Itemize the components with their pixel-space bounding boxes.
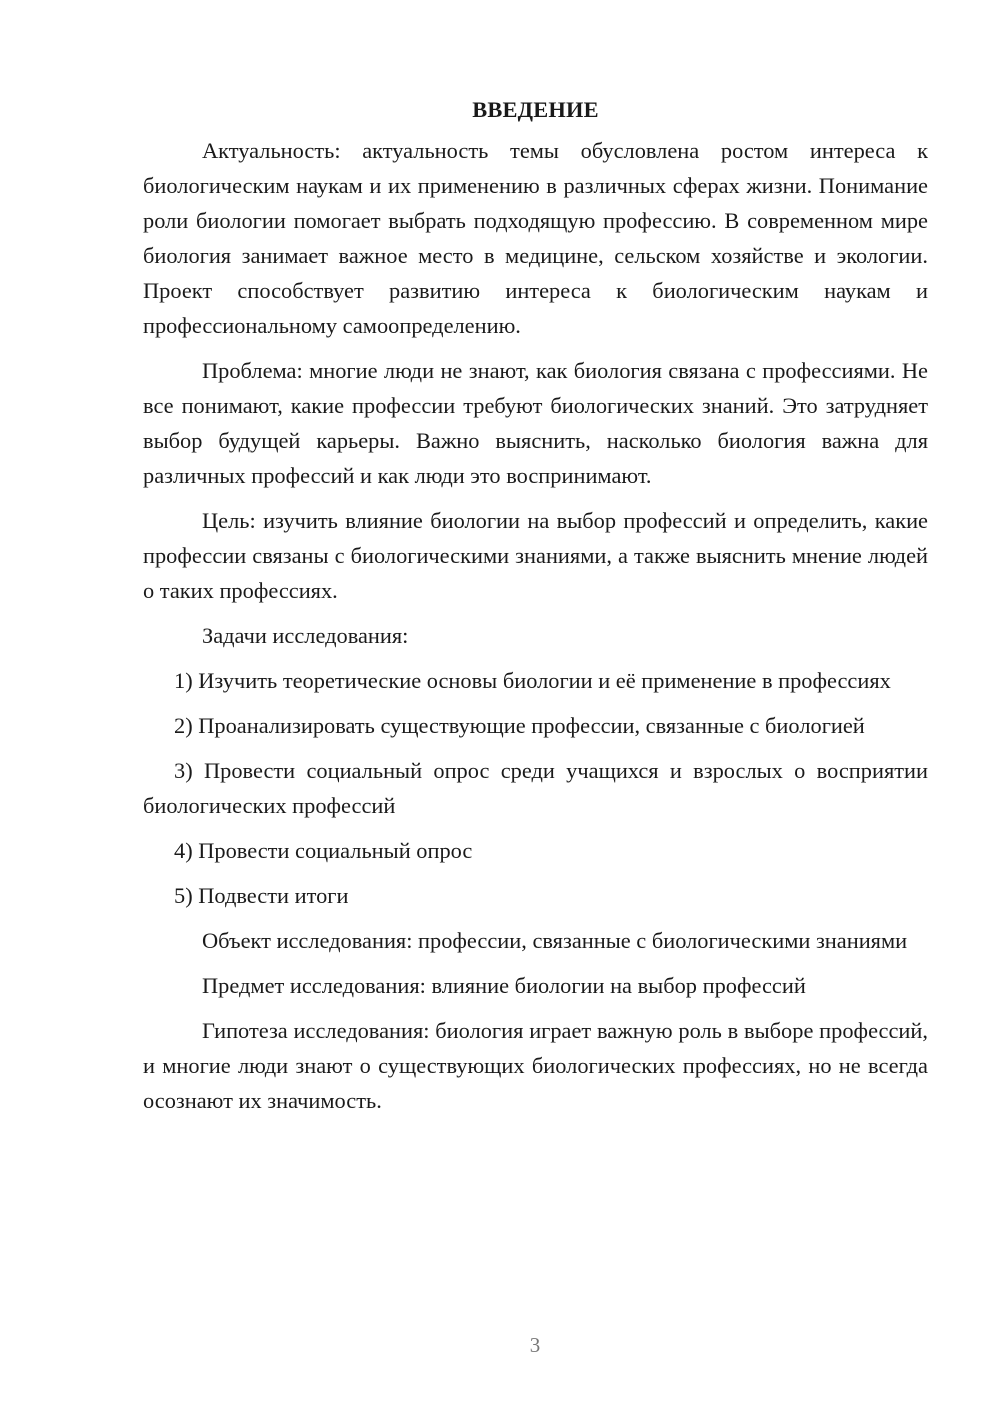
task-item-1: 1) Изучить теоретические основы биологии и её применение в профессиях <box>174 668 891 693</box>
object-paragraph: Объект исследования: профессии, связанные с биологическими знаниями <box>202 928 908 953</box>
problem-paragraph: Проблема: многие люди не знают, как биология связана с профессиями. Не все понимают, какие профессии требуют биологических знаний. Это затрудняет выбор будущей карьеры. Важно выяснить, насколько биология важна для различных профессий и как люди это воспринимают. <box>143 358 928 488</box>
goal-paragraph: Цель: изучить влияние биологии на выбор профессий и определить, какие профессии связаны с биологическими знаниями, а также выяснить мнение людей о таких профессиях. <box>143 508 928 603</box>
hypothesis-paragraph: Гипотеза исследования: биология играет важную роль в выборе профессий, и многие люди знают о существующих биологических профессиях, но не всегда осознают их значимость. <box>143 1018 928 1113</box>
task-item-5: 5) Подвести итоги <box>174 883 349 908</box>
task-item-2: 2) Проанализировать существующие профессии, связанные с биологией <box>174 713 865 738</box>
subject-paragraph: Предмет исследования: влияние биологии на выбор профессий <box>202 973 806 998</box>
relevance-paragraph: Актуальность: актуальность темы обусловлена ростом интереса к биологическим наукам и их применению в различных сферах жизни. Понимание роли биологии помогает выбрать подходящую профессию. В современном мире биология занимает важное место в медицине, сельском хозяйстве и экологии. Проект способствует развитию интереса к биологическим наукам и профессиональному самоопределению. <box>143 138 928 338</box>
page-number: 3 <box>529 1333 541 1357</box>
page-content <box>143 92 928 1118</box>
task-item-3: 3) Провести социальный опрос среди учащихся и взрослых о восприятии биологических профессий <box>143 758 928 818</box>
page-title: ВВЕДЕНИЕ <box>472 97 599 122</box>
task-item-4: 4) Провести социальный опрос <box>174 838 473 863</box>
tasks-heading: Задачи исследования: <box>202 623 409 648</box>
